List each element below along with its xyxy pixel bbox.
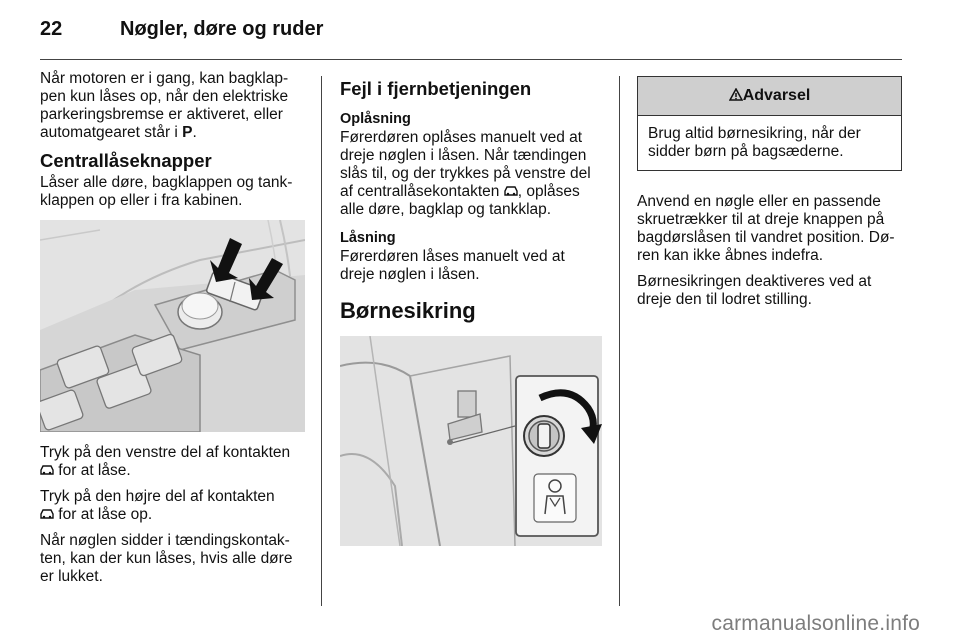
page-header: [40, 18, 902, 48]
child-lock-deactivation-text: Børnesikringen deaktiveres ved at dreje den til lodret stilling.: [637, 273, 872, 308]
car-lock-icon: [40, 464, 54, 476]
ignition-note: Når nøglen sidder i tændingskontak-ten, kan der kun låses, hvis alle døre er lukket.: [40, 532, 293, 585]
warning-triangle-icon: [729, 88, 743, 101]
central-lock-description: Låser alle døre, bagklappen og tank-klappen op eller i fra kabinen.: [40, 174, 293, 209]
column-divider-right: [619, 76, 620, 606]
chapter-title: Nøgler, døre og ruder: [120, 18, 324, 40]
unlock-instruction: Tryk på den højre del af kontakten for at låse op.: [40, 488, 275, 523]
watermark: carmanualsonline.info: [711, 612, 920, 635]
intro-paragraph: Når motoren er i gang, kan bagklap-pen kun låses op, når den elektriske parkeringsbremse er aktiveret, eller automatgearet står i P.: [40, 70, 289, 141]
middle-column: [340, 70, 602, 558]
warning-header: [638, 77, 901, 116]
child-lock-illustration: [340, 336, 602, 546]
warning-text: Brug altid børnesikring, når der sidder børn på bagsæderne.: [648, 125, 861, 160]
car-lock-icon: [504, 185, 518, 197]
rear-door-lock-drawing: [340, 336, 602, 546]
remote-fault-heading: Fejl i fjernbetjeningen: [340, 78, 532, 99]
column-divider-left: [321, 76, 322, 606]
header-divider: [40, 59, 902, 60]
central-lock-switch-illustration: [40, 220, 305, 432]
lock-instruction: Tryk på den venstre del af kontakten for at låse.: [40, 444, 291, 479]
child-lock-heading: Børnesikring: [340, 298, 476, 323]
warning-box: [637, 76, 902, 171]
right-column: [637, 70, 902, 317]
locking-subheading: Låsning: [340, 230, 396, 246]
locking-text: Førerdøren låses manuelt ved at dreje nøglen i låsen.: [340, 248, 565, 283]
unlocking-text: Førerdøren oplåses manuelt ved at dreje nøglen i låsen. Når tændingen slås til, og der trykkes på venstre del af centrallåsekontakten , oplåses alle døre, bagklap og tankklap.: [340, 129, 591, 218]
unlocking-subheading: Oplåsning: [340, 111, 411, 127]
door-panel-drawing: [40, 220, 305, 432]
central-lock-heading: Centrallåseknapper: [40, 150, 212, 171]
warning-title: Advarsel: [742, 87, 811, 104]
gear-position: P: [182, 124, 193, 141]
child-icon: [534, 474, 576, 522]
car-lock-icon: [40, 508, 54, 520]
child-lock-activation-text: Anvend en nøgle eller en passende skruetrækker til at dreje knappen på bagdørslåsen til vandret position. Dø-ren kan ikke åbnes indefra.: [637, 193, 895, 264]
left-column: [40, 70, 305, 594]
page-number: 22: [40, 18, 63, 40]
